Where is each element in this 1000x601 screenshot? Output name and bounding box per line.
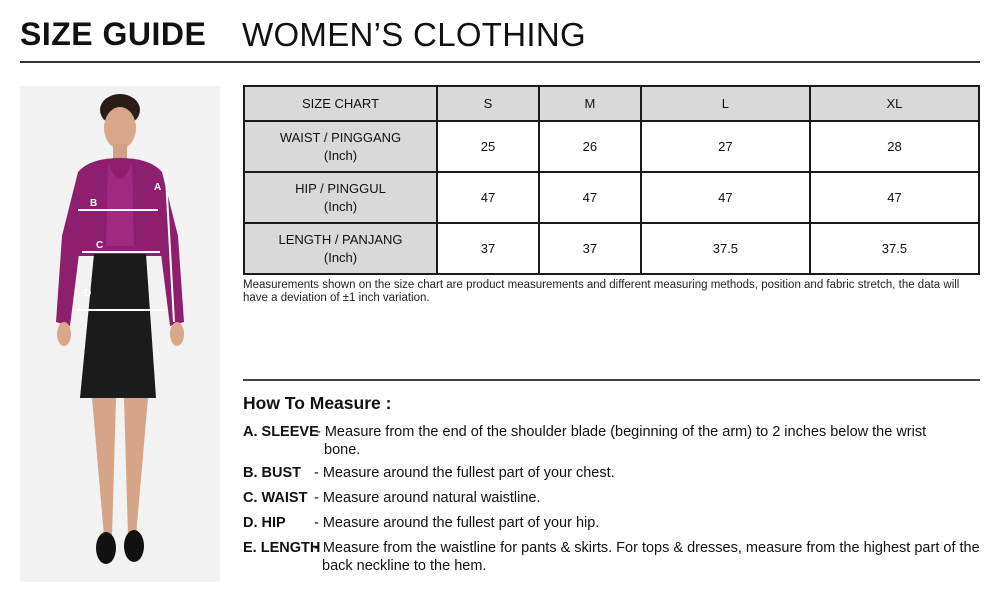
table-cell: 25	[437, 121, 539, 172]
table-cell: 47	[437, 172, 539, 223]
table-cell: 27	[641, 121, 810, 172]
table-row	[244, 172, 979, 223]
row-label-hip: HIP / PINGGUL (Inch)	[244, 172, 437, 223]
table-cell: 37	[437, 223, 539, 274]
size-s-header: S	[437, 86, 539, 121]
header-divider	[20, 61, 980, 63]
label-a: A	[154, 182, 162, 193]
table-row	[244, 121, 979, 172]
table-header-row	[244, 86, 979, 121]
measure-desc: - Measure around the fullest part of your chest.	[314, 465, 615, 481]
table-corner-cell: SIZE CHART	[244, 86, 437, 121]
label-b: B	[90, 198, 98, 209]
table-cell: 37.5	[810, 223, 979, 274]
size-m-header: M	[539, 86, 641, 121]
measure-desc: - Measure from the waistline for pants & skirts. For tops & dresses, measure from the highest part of the back neckline to the hem.	[314, 540, 980, 574]
section-divider	[243, 379, 980, 381]
table-cell: 26	[539, 121, 641, 172]
model-photo	[20, 86, 220, 582]
measure-key: C. WAIST	[243, 490, 308, 506]
table-cell: 37	[539, 223, 641, 274]
label-d: D	[84, 288, 92, 299]
header	[20, 14, 980, 60]
measure-desc: - Measure from the end of the shoulder blade (beginning of the arm) to 2 inches below the wrist bone.	[316, 424, 927, 458]
row-label-length: LENGTH / PANJANG (Inch)	[244, 223, 437, 274]
size-l-header: L	[641, 86, 810, 121]
size-chart-table	[243, 85, 980, 275]
measure-key: E. LENGTH	[243, 540, 321, 556]
model-illustration	[20, 86, 220, 582]
size-xl-header: XL	[810, 86, 979, 121]
measure-key: A. SLEEVE	[243, 424, 319, 440]
row-label-waist: WAIST / PINGGANG (Inch)	[244, 121, 437, 172]
table-cell: 47	[810, 172, 979, 223]
page-title: SIZE GUIDE	[20, 16, 207, 52]
label-c: C	[96, 240, 104, 251]
how-to-measure-title: How To Measure :	[243, 393, 392, 413]
page-subtitle: WOMEN’S CLOTHING	[242, 16, 586, 53]
table-cell: 37.5	[641, 223, 810, 274]
table-cell: 47	[539, 172, 641, 223]
table-cell: 47	[641, 172, 810, 223]
table-row	[244, 223, 979, 274]
table-cell: 28	[810, 121, 979, 172]
measure-desc: - Measure around the fullest part of your hip.	[314, 515, 600, 531]
measure-key: B. BUST	[243, 465, 301, 481]
measurement-note: Measurements shown on the size chart are product measurements and different measuring methods, position and fabric stretch, the data will have a deviation of ±1 inch variation.	[243, 279, 960, 304]
measure-key: D. HIP	[243, 515, 286, 531]
measure-desc: - Measure around natural waistline.	[314, 490, 541, 506]
